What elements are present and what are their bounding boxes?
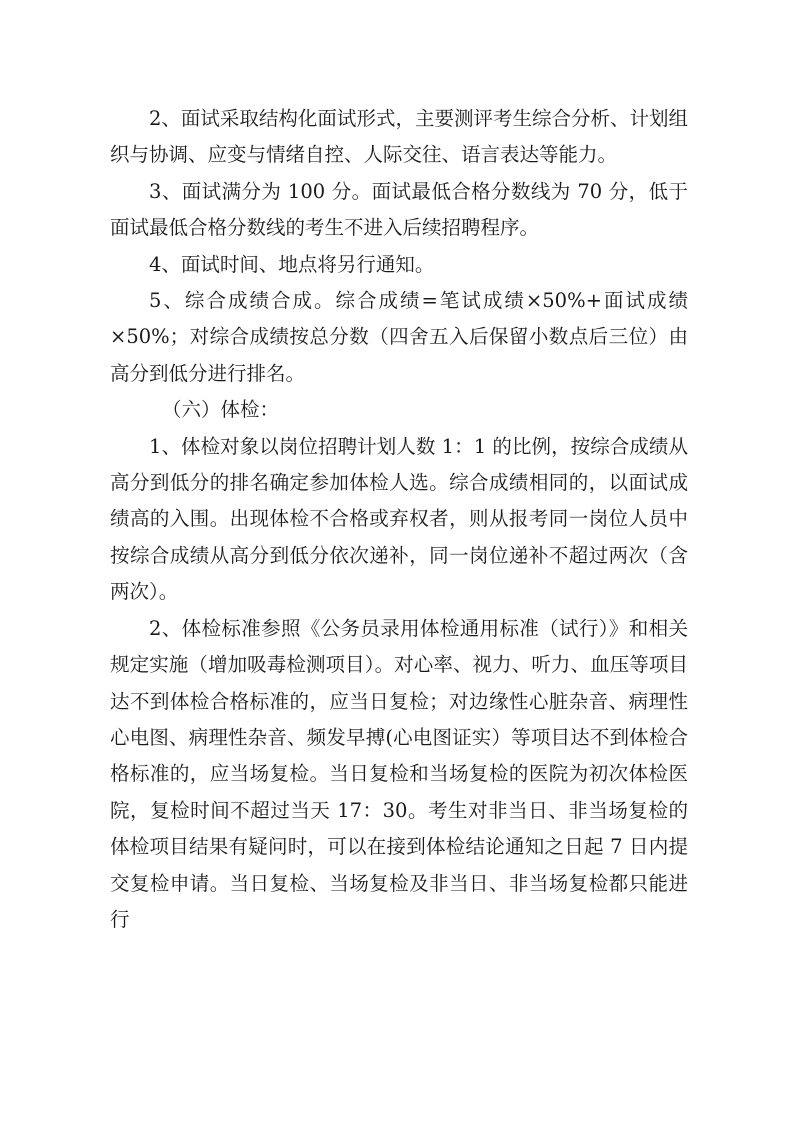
paragraph-exam-candidates: 1、体检对象以岗位招聘计划人数 1：1 的比例，按综合成绩从高分到低分的排名确定参加体检人选。综合成绩相同的，以面试成绩高的入围。出现体检不合格或弃权者，则从报考同一岗位人员中按综合成绩从高分到低分依次递补，同一岗位递补不超过两次（含两次）。	[110, 434, 688, 604]
paragraph-interview-score: 3、面试满分为 100 分。面试最低合格分数线为 70 分，低于面试最低合格分数线的考生不进入后续招聘程序。	[110, 179, 688, 240]
paragraph-exam-standard: 2、体检标准参照《公务员录用体检通用标准（试行）》和相关规定实施（增加吸毒检测项目）。对心率、视力、听力、血压等项目达不到体检合格标准的，应当日复检；对边缘性心脏杂音、病理性心电图、病理性杂音、频发早搏(心电图证实）等项目达不到体检合格标准的，应当场复检。当日复检和当场复检的医院为初次体检医院，复检时间不超过当天 17：30。考生对非当日、非当场复检的体检项目结果有疑问时，可以在接到体检结论通知之日起 7 日内提交复检申请。当日复检、当场复检及非当日、非当场复检都只能进行	[110, 616, 688, 931]
paragraph-composite-score: 5、综合成绩合成。综合成绩=笔试成绩×50%+面试成绩×50%；对综合成绩按总分数（四舍五入后保留小数点后三位）由高分到低分进行排名。	[110, 289, 688, 385]
document-page	[110, 101, 688, 938]
paragraph-interview-time: 4、面试时间、地点将另行通知。	[149, 252, 435, 276]
paragraph-interview-format: 2、面试采取结构化面试形式，主要测评考生综合分析、计划组织与协调、应变与情绪自控、人际交往、语言表达等能力。	[110, 107, 688, 167]
section-heading-physical-exam: （六）体检：	[162, 398, 280, 422]
